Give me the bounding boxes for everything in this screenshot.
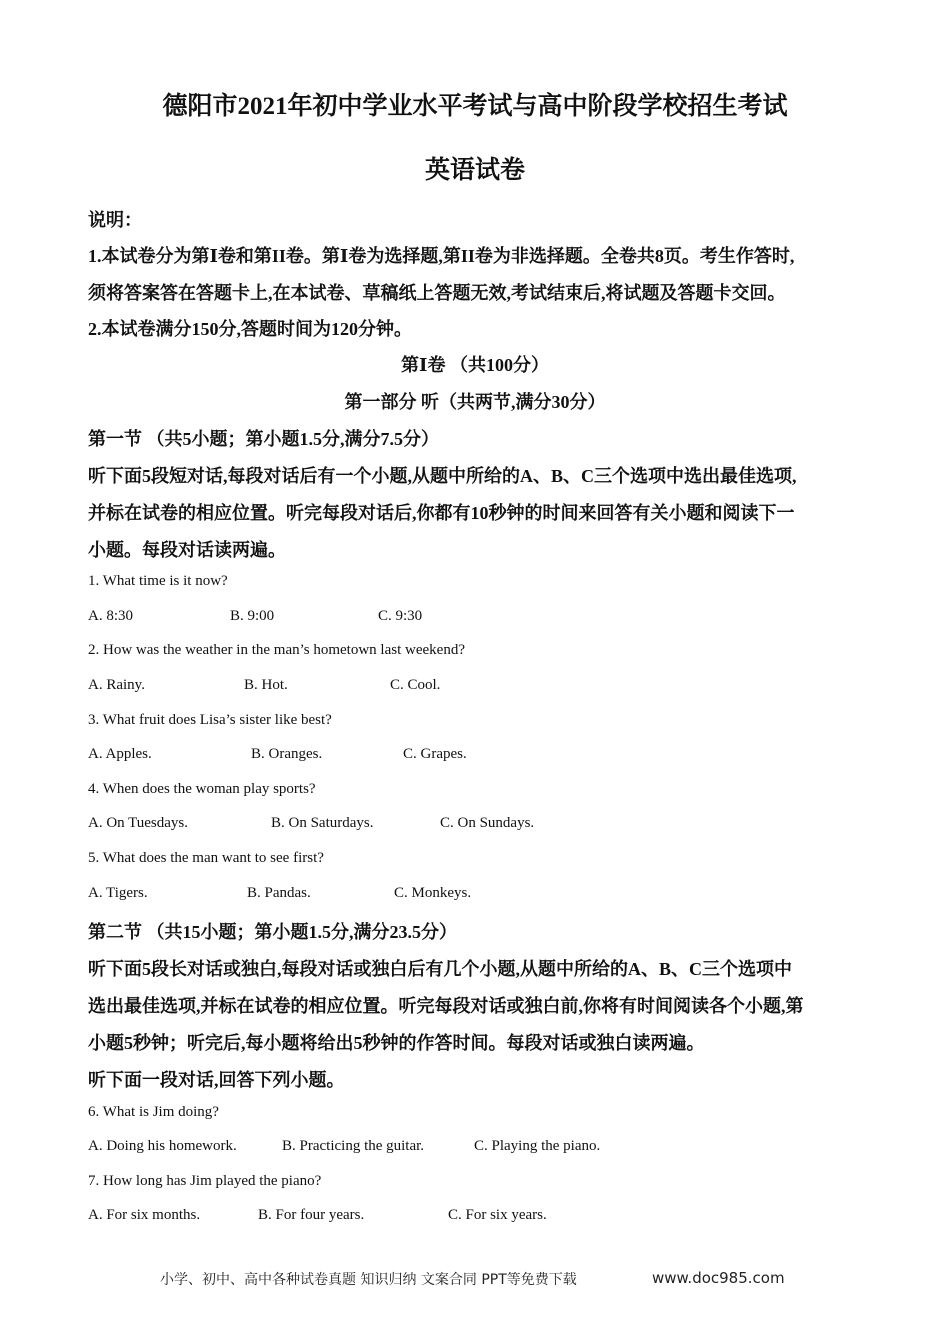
instruction-line-3: 2.本试卷满分150分,答题时间为120分钟。 [88, 319, 412, 339]
exam-title: 德阳市2021年初中学业水平考试与高中阶段学校招生考试 [162, 93, 788, 120]
question-1: 1. What time is it now? [88, 573, 228, 589]
section1-direction-3: 小题。每段对话读两遍。 [88, 540, 286, 560]
exam-subtitle: 英语试卷 [424, 157, 525, 184]
section2-heading: 第二节 （共15小题；第小题1.5分,满分23.5分） [88, 922, 457, 942]
q1-option-c: C. 9:30 [378, 608, 423, 624]
section2-direction-1: 听下面5段长对话或独白,每段对话或独白后有几个小题,从题中所给的A、B、C三个选项中 [88, 959, 793, 979]
section2-sub-direction: 听下面一段对话,回答下列小题。 [88, 1070, 345, 1090]
q4-option-c: C. On Sundays. [440, 815, 535, 831]
q7-option-c: C. For six years. [448, 1207, 547, 1223]
q2-option-c: C. Cool. [390, 677, 441, 693]
footer-link[interactable]: www.doc985.com [652, 1269, 785, 1287]
question-4: 4. When does the woman play sports? [88, 781, 316, 797]
question-3: 3. What fruit does Lisa’s sister like best? [88, 712, 332, 728]
q5-option-c: C. Monkeys. [394, 885, 472, 901]
q1-option-b: B. 9:00 [230, 608, 275, 624]
q6-option-b: B. Practicing the guitar. [282, 1138, 425, 1154]
section1-heading: 第一节 （共5小题；第小题1.5分,满分7.5分） [88, 429, 439, 449]
footer-text: 小学、初中、高中各种试卷真题 知识归纳 文案合同 PPT等免费下载 [160, 1272, 577, 1288]
q2-option-a: A. Rainy. [88, 677, 145, 693]
section2-direction-2: 选出最佳选项,并标在试卷的相应位置。听完每段对话或独白前,你将有时间阅读各个小题,第 [88, 996, 804, 1016]
q1-option-a: A. 8:30 [88, 608, 133, 624]
q3-option-b: B. Oranges. [251, 746, 323, 762]
q6-option-c: C. Playing the piano. [474, 1138, 601, 1154]
q6-option-a: A. Doing his homework. [88, 1138, 237, 1154]
question-6: 6. What is Jim doing? [88, 1104, 219, 1120]
section1-direction-1: 听下面5段短对话,每段对话后有一个小题,从题中所给的A、B、C三个选项中选出最佳选项, [88, 466, 797, 486]
instructions-label: 说明： [88, 210, 142, 230]
q4-option-b: B. On Saturdays. [271, 815, 374, 831]
instruction-line-1: 1.本试卷分为第Ⅰ卷和第II卷。第Ⅰ卷为选择题,第II卷为非选择题。全卷共8页。考生作答时, [88, 246, 795, 266]
q5-option-a: A. Tigers. [88, 885, 148, 901]
instruction-line-2: 须将答案答在答题卡上,在本试卷、草稿纸上答题无效,考试结束后,将试题及答题卡交回。 [88, 283, 786, 303]
section1-direction-2: 并标在试卷的相应位置。听完每段对话后,你都有10秒钟的时间来回答有关小题和阅读下一 [88, 503, 795, 523]
part-title: 第一部分 听（共两节,满分30分） [344, 392, 606, 412]
q3-option-a: A. Apples. [88, 746, 152, 762]
question-5: 5. What does the man want to see first? [88, 850, 324, 866]
section2-direction-3: 小题5秒钟；听完后,每小题将给出5秒钟的作答时间。每段对话或独白读两遍。 [88, 1033, 705, 1053]
q5-option-b: B. Pandas. [247, 885, 311, 901]
question-2: 2. How was the weather in the man’s hometown last weekend? [88, 642, 465, 658]
q7-option-b: B. For four years. [258, 1207, 365, 1223]
q7-option-a: A. For six months. [88, 1207, 201, 1223]
q2-option-b: B. Hot. [244, 677, 288, 693]
question-7: 7. How long has Jim played the piano? [88, 1173, 322, 1189]
q3-option-c: C. Grapes. [403, 746, 467, 762]
volume-title: 第Ⅰ卷 （共100分） [401, 355, 549, 375]
q4-option-a: A. On Tuesdays. [88, 815, 189, 831]
